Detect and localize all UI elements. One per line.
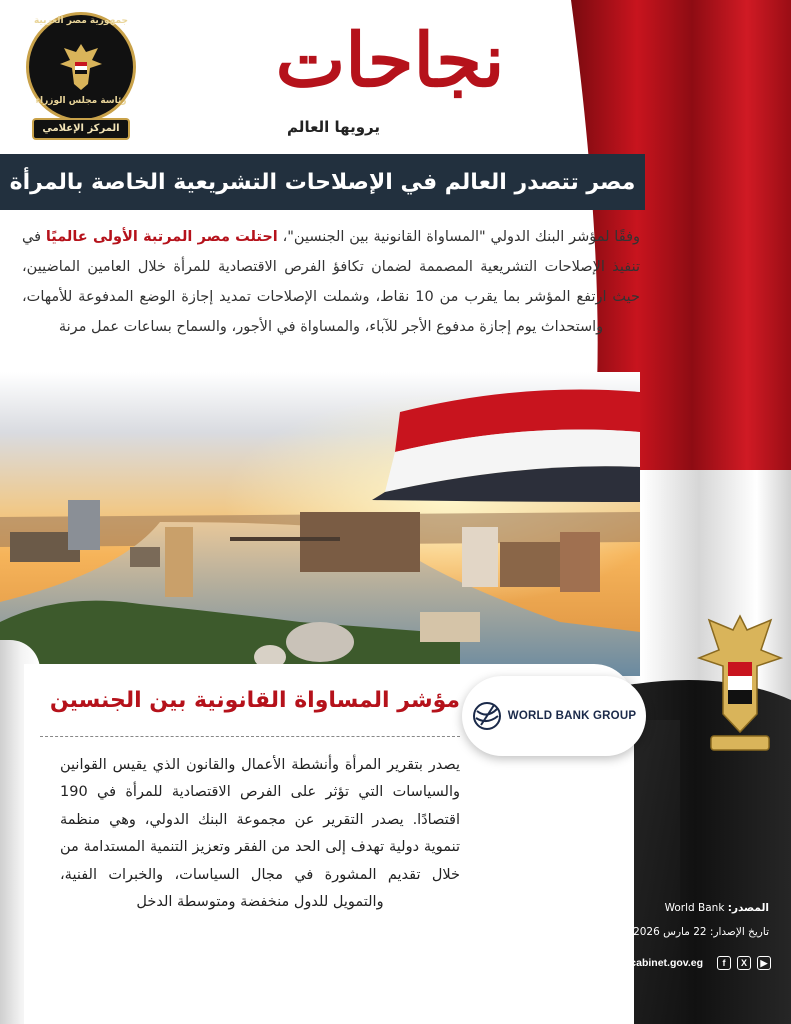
website-link[interactable]: www.cabinet.gov.eg (603, 957, 703, 969)
dashed-divider (40, 736, 460, 737)
logo-ring-bottom-text: رئاسة مجلس الوزراء (35, 96, 127, 106)
intro-part-1: وفقًا لمؤشر البنك الدولي "المساواة القانونية بين الجنسين"، (277, 229, 640, 245)
youtube-icon[interactable]: ▶ (757, 956, 771, 970)
world-bank-logo (462, 676, 646, 756)
index-section-body: يصدر بتقرير المرأة وأنشطة الأعمال والقانون الذي يقيس القوانين والسياسات التي تؤثر على الفرص الاقتصادية للمرأة في 190 اقتصادًا. يصدر التقرير عن مجموعة البنك الدولي، وهي منظمة تنموية دولية تهدف إلى الحد من الفقر وتعزيز التنمية المستدامة من خلال تقديم المشورة في مجال السياسات، والخبرات الفنية، والتمويل للدول منخفضة ومتوسطة الدخل (60, 757, 460, 911)
logo-ring-top-text: جمهورية مصر العربية (33, 16, 129, 26)
headline-text: مصر تتصدر العالم في الإصلاحات التشريعية الخاصة بالمرأة (9, 169, 636, 195)
coat-of-arms-icon (697, 610, 783, 760)
media-center-logo (22, 12, 140, 140)
intro-paragraph (22, 222, 640, 342)
brand-title-block (250, 6, 530, 146)
issue-date: تاريخ الإصدار: 22 مارس 2026 (633, 926, 769, 938)
intro-part-2: في تنفيذ الإصلاحات التشريعية المصممة لضمان تكافؤ الفرص الاقتصادية للمرأة خلال العامين الماضيين، حيث ارتفع المؤشر بما يقرب من 10 نقاط، وشملت الإصلاحات تمديد إجازة الوضع المدفوعة للأمهات، واستحداث يوم إجازة مدفوع الأجر للآباء، والمساواة في الأجور، والسماح بساعات عمل مرنة (22, 229, 641, 335)
source-block (599, 896, 769, 944)
intro-highlight: احتلت مصر المرتبة الأولى عالميًا (45, 229, 278, 245)
source-label: المصدر: (727, 902, 769, 914)
index-section-title: مؤشر المساواة القانونية بين الجنسين (49, 688, 460, 713)
cairo-skyline-photo (0, 372, 640, 676)
brand-subtitle: يرويها العالم (287, 118, 380, 136)
x-icon[interactable]: X (737, 956, 751, 970)
facebook-icon[interactable]: f (717, 956, 731, 970)
source-line (599, 896, 769, 920)
brand-title: نجاحات (275, 18, 505, 104)
eagle-icon (58, 40, 104, 92)
source-value: World Bank (664, 902, 725, 914)
world-bank-logo-text: WORLD BANK GROUP (507, 710, 637, 722)
logo-banner: المركز الإعلامي (32, 118, 130, 140)
globe-icon (472, 701, 502, 731)
headline-bar (0, 154, 645, 210)
footer (571, 956, 771, 970)
